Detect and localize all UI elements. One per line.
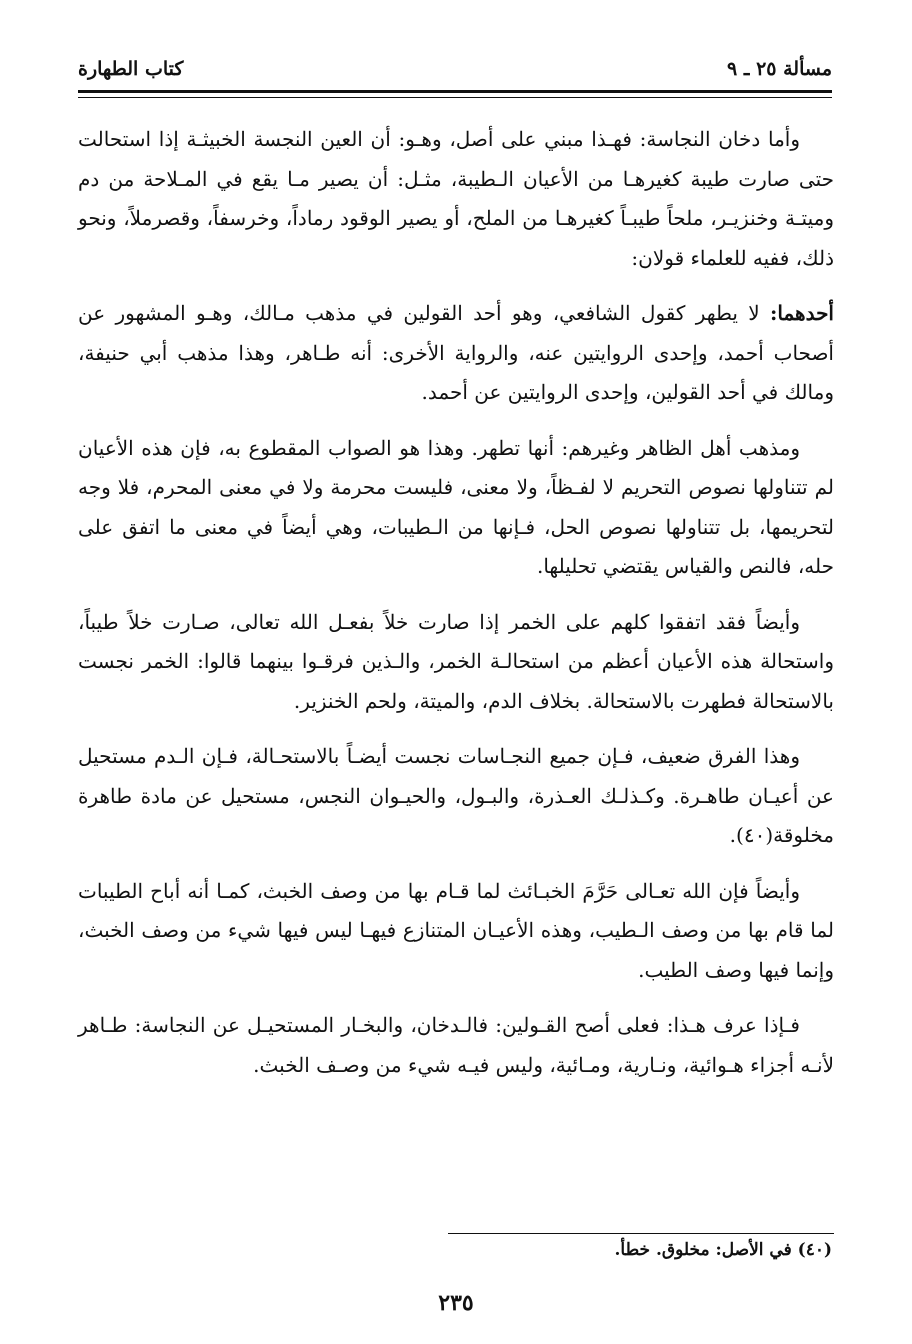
header-rule-thick [78,90,832,93]
paragraph-7 [78,1006,834,1085]
paragraph-6-text: وأيضاً فإن الله تعـالى حَرَّمَ الخبـائث لما قـام بها من وصف الخبث، كمـا أنه أباح الطيبات لما قام بها من وصف الـطيب، وهذه الأعيـان المتنازع فيهـا ليس فيها شيء من وصف الخبث، وإنما فيها وصف الطيب. [78,878,834,982]
paragraph-1-text: وأما دخان النجاسة: فهـذا مبني على أصل، وهـو: أن العين النجسة الخبيثـة إذا استحالت حتى صارت طيبة كغيرهـا من الأعيان الـطيبة، مثـل: أن يصير مـا يقع في المـلاحة من دم وميتـة وخنزيـر، ملحاً طيبـاً كغيرهـا من الملح، أو يصير الوقود رماداً، وخرسفاً، وقصرملاً، ونحو ذلك، ففيه للعلماء قولان: [78,127,834,270]
running-header [78,52,832,88]
paragraph-2-lead: أحدهما: [769,301,834,325]
paragraph-3 [78,429,834,587]
header-rule-thin [78,97,832,98]
book-title: كتاب الطهارة [78,58,184,80]
paragraph-5 [78,737,834,856]
page-number: ٢٣٥ [438,1290,474,1316]
paragraph-3-text: ومذهب أهل الظاهر وغيرهم: أنها تطهر. وهذا هو الصواب المقطوع به، فإن هذه الأعيان لم تتناولها نصوص التحريم لا لفـظاً، ولا معنى، فليست محرمة ولا في معنى المحرم، فلا وجه لتحريمها، بل تتناولها نصوص الحل، فـإنها من الـطيبات، وهي أيضاً في معنى ما اتفق على حله، فالنص والقياس يقتضي تحليلها. [78,435,834,578]
main-text [78,120,834,1101]
issue-label: مسألة ٢٥ ـ ٩ [727,58,832,80]
paragraph-4 [78,603,834,722]
paragraph-5-text: وهذا الفرق ضعيف، فـإن جميع النجـاسات نجست أيضـاً بالاستحـالة، فـإن الـدم مستحيل عن أعيـان طاهـرة. وكـذلـك العـذرة، والبـول، والحيـوان النجس، مستحيل عن مادة طاهرة مخلوقة(٤٠). [78,744,834,847]
footnote-rule [448,1233,834,1234]
paragraph-2-text: لا يطهر كقول الشافعي، وهو أحد القولين في مذهب مـالك، وهـو المشهور عن أصحاب أحمد، وإحدى الروايتين عنه، والرواية الأخرى: أنه طـاهر، وهذا مذهب أبي حنيفة، ومالك في أحد القولين، وإحدى الروايتين عن أحمد. [78,301,834,404]
paragraph-6 [78,872,834,991]
paragraph-7-text: فـإذا عرف هـذا: فعلى أصح القـولين: فالـدخان، والبخـار المستحيـل عن النجاسة: طـاهر لأنـه أجزاء هـوائية، ونـارية، ومـائية، وليس فيـه شيء من وصـف الخبث. [78,1013,834,1077]
paragraph-1 [78,120,834,278]
paragraph-4-text: وأيضاً فقد اتفقوا كلهم على الخمر إذا صارت خلاً بفعـل الله تعالى، صـارت خلاً طيباً، واستحالة هذه الأعيان أعظم من استحالـة الخمر، والـذين فرقـوا بينهما قالوا: الخمر نجست بالاستحالة فطهرت بالاستحالة. بخلاف الدم، والميتة، ولحم الخنزير. [78,609,834,713]
paragraph-2 [78,294,834,413]
footnote: (٤٠) في الأصل: مخلوق. خطأ. [614,1240,832,1260]
